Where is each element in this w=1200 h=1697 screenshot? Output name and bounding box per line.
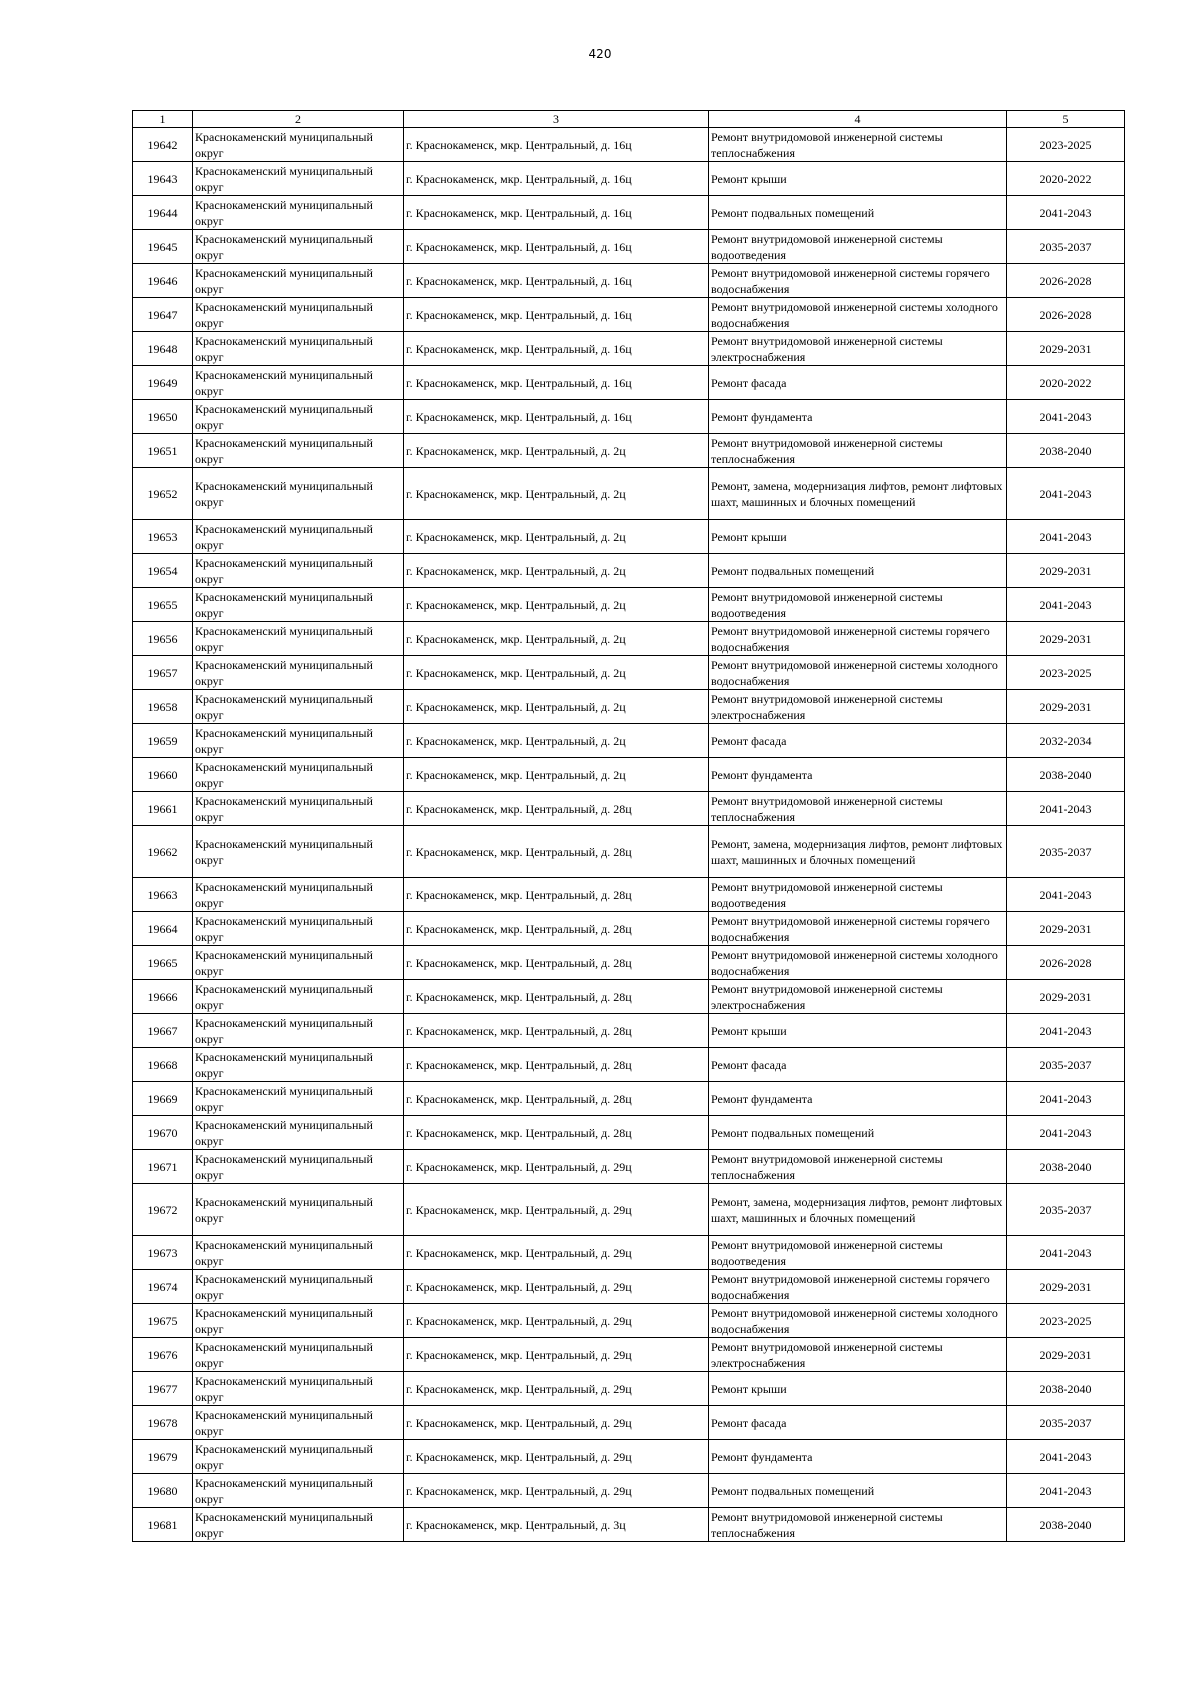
- table-row: [133, 588, 1125, 622]
- table-row: [133, 1474, 1125, 1508]
- address-cell: г. Краснокаменск, мкр. Центральный, д. 28ц: [404, 1014, 709, 1048]
- work-type-cell: Ремонт внутридомовой инженерной системы холодного водоснабжения: [709, 656, 1007, 690]
- district-cell: Краснокаменский муниципальный округ: [193, 1304, 404, 1338]
- address-cell: г. Краснокаменск, мкр. Центральный, д. 28ц: [404, 826, 709, 878]
- work-type-cell: Ремонт подвальных помещений: [709, 554, 1007, 588]
- row-number-cell: 19673: [133, 1236, 193, 1270]
- period-cell: 2029-2031: [1007, 622, 1125, 656]
- table-row: [133, 1440, 1125, 1474]
- district-cell: Краснокаменский муниципальный округ: [193, 400, 404, 434]
- address-cell: г. Краснокаменск, мкр. Центральный, д. 28ц: [404, 980, 709, 1014]
- period-cell: 2026-2028: [1007, 946, 1125, 980]
- work-type-cell: Ремонт фундамента: [709, 1082, 1007, 1116]
- work-type-cell: Ремонт внутридомовой инженерной системы горячего водоснабжения: [709, 912, 1007, 946]
- address-cell: г. Краснокаменск, мкр. Центральный, д. 2ц: [404, 622, 709, 656]
- work-type-cell: Ремонт крыши: [709, 520, 1007, 554]
- work-type-cell: Ремонт внутридомовой инженерной системы горячего водоснабжения: [709, 622, 1007, 656]
- address-cell: г. Краснокаменск, мкр. Центральный, д. 29ц: [404, 1372, 709, 1406]
- column-header: 2: [193, 111, 404, 128]
- row-number-cell: 19657: [133, 656, 193, 690]
- table-row: [133, 434, 1125, 468]
- table-row: [133, 264, 1125, 298]
- address-cell: г. Краснокаменск, мкр. Центральный, д. 29ц: [404, 1338, 709, 1372]
- district-cell: Краснокаменский муниципальный округ: [193, 946, 404, 980]
- period-cell: 2026-2028: [1007, 298, 1125, 332]
- work-type-cell: Ремонт внутридомовой инженерной системы водоотведения: [709, 1236, 1007, 1270]
- work-type-cell: Ремонт фундамента: [709, 400, 1007, 434]
- row-number-cell: 19674: [133, 1270, 193, 1304]
- row-number-cell: 19648: [133, 332, 193, 366]
- row-number-cell: 19660: [133, 758, 193, 792]
- period-cell: 2041-2043: [1007, 878, 1125, 912]
- table-row: [133, 1236, 1125, 1270]
- work-type-cell: Ремонт, замена, модернизация лифтов, ремонт лифтовых шахт, машинных и блочных помещений: [709, 1184, 1007, 1236]
- district-cell: Краснокаменский муниципальный округ: [193, 128, 404, 162]
- period-cell: 2032-2034: [1007, 724, 1125, 758]
- district-cell: Краснокаменский муниципальный округ: [193, 1338, 404, 1372]
- district-cell: Краснокаменский муниципальный округ: [193, 434, 404, 468]
- period-cell: 2041-2043: [1007, 520, 1125, 554]
- address-cell: г. Краснокаменск, мкр. Центральный, д. 2ц: [404, 690, 709, 724]
- address-cell: г. Краснокаменск, мкр. Центральный, д. 16ц: [404, 128, 709, 162]
- district-cell: Краснокаменский муниципальный округ: [193, 622, 404, 656]
- table-row: [133, 298, 1125, 332]
- table-row: [133, 366, 1125, 400]
- period-cell: 2029-2031: [1007, 690, 1125, 724]
- table-row: [133, 196, 1125, 230]
- period-cell: 2029-2031: [1007, 554, 1125, 588]
- work-type-cell: Ремонт крыши: [709, 1372, 1007, 1406]
- period-cell: 2041-2043: [1007, 468, 1125, 520]
- table-row: [133, 946, 1125, 980]
- table-row: [133, 1372, 1125, 1406]
- district-cell: Краснокаменский муниципальный округ: [193, 332, 404, 366]
- row-number-cell: 19676: [133, 1338, 193, 1372]
- district-cell: Краснокаменский муниципальный округ: [193, 1048, 404, 1082]
- table-row: [133, 128, 1125, 162]
- period-cell: 2023-2025: [1007, 1304, 1125, 1338]
- table-row: [133, 1270, 1125, 1304]
- address-cell: г. Краснокаменск, мкр. Центральный, д. 28ц: [404, 792, 709, 826]
- work-type-cell: Ремонт фундамента: [709, 1440, 1007, 1474]
- row-number-cell: 19670: [133, 1116, 193, 1150]
- district-cell: Краснокаменский муниципальный округ: [193, 1508, 404, 1542]
- district-cell: Краснокаменский муниципальный округ: [193, 878, 404, 912]
- work-type-cell: Ремонт фасада: [709, 366, 1007, 400]
- period-cell: 2041-2043: [1007, 792, 1125, 826]
- period-cell: 2041-2043: [1007, 1236, 1125, 1270]
- period-cell: 2029-2031: [1007, 1338, 1125, 1372]
- address-cell: г. Краснокаменск, мкр. Центральный, д. 16ц: [404, 298, 709, 332]
- district-cell: Краснокаменский муниципальный округ: [193, 690, 404, 724]
- district-cell: Краснокаменский муниципальный округ: [193, 1474, 404, 1508]
- address-cell: г. Краснокаменск, мкр. Центральный, д. 16ц: [404, 332, 709, 366]
- district-cell: Краснокаменский муниципальный округ: [193, 656, 404, 690]
- address-cell: г. Краснокаменск, мкр. Центральный, д. 29ц: [404, 1236, 709, 1270]
- district-cell: Краснокаменский муниципальный округ: [193, 724, 404, 758]
- work-type-cell: Ремонт фасада: [709, 1406, 1007, 1440]
- period-cell: 2020-2022: [1007, 162, 1125, 196]
- work-type-cell: Ремонт крыши: [709, 1014, 1007, 1048]
- work-type-cell: Ремонт фасада: [709, 724, 1007, 758]
- row-number-cell: 19642: [133, 128, 193, 162]
- address-cell: г. Краснокаменск, мкр. Центральный, д. 16ц: [404, 400, 709, 434]
- period-cell: 2041-2043: [1007, 1014, 1125, 1048]
- table-row: [133, 468, 1125, 520]
- table-row: [133, 758, 1125, 792]
- district-cell: Краснокаменский муниципальный округ: [193, 1372, 404, 1406]
- period-cell: 2041-2043: [1007, 1082, 1125, 1116]
- row-number-cell: 19645: [133, 230, 193, 264]
- row-number-cell: 19668: [133, 1048, 193, 1082]
- period-cell: 2029-2031: [1007, 980, 1125, 1014]
- row-number-cell: 19653: [133, 520, 193, 554]
- row-number-cell: 19667: [133, 1014, 193, 1048]
- address-cell: г. Краснокаменск, мкр. Центральный, д. 2ц: [404, 554, 709, 588]
- period-cell: 2038-2040: [1007, 1508, 1125, 1542]
- district-cell: Краснокаменский муниципальный округ: [193, 554, 404, 588]
- period-cell: 2038-2040: [1007, 758, 1125, 792]
- page-number: 420: [588, 47, 612, 61]
- work-type-cell: Ремонт внутридомовой инженерной системы теплоснабжения: [709, 128, 1007, 162]
- period-cell: 2020-2022: [1007, 366, 1125, 400]
- period-cell: 2038-2040: [1007, 434, 1125, 468]
- period-cell: 2023-2025: [1007, 656, 1125, 690]
- work-type-cell: Ремонт внутридомовой инженерной системы электроснабжения: [709, 980, 1007, 1014]
- address-cell: г. Краснокаменск, мкр. Центральный, д. 29ц: [404, 1184, 709, 1236]
- row-number-cell: 19652: [133, 468, 193, 520]
- table-row: [133, 1338, 1125, 1372]
- district-cell: Краснокаменский муниципальный округ: [193, 588, 404, 622]
- period-cell: 2029-2031: [1007, 332, 1125, 366]
- table-row: [133, 690, 1125, 724]
- address-cell: г. Краснокаменск, мкр. Центральный, д. 2ц: [404, 758, 709, 792]
- table-row: [133, 912, 1125, 946]
- district-cell: Краснокаменский муниципальный округ: [193, 1116, 404, 1150]
- address-cell: г. Краснокаменск, мкр. Центральный, д. 29ц: [404, 1150, 709, 1184]
- address-cell: г. Краснокаменск, мкр. Центральный, д. 28ц: [404, 1048, 709, 1082]
- work-type-cell: Ремонт крыши: [709, 162, 1007, 196]
- work-type-cell: Ремонт внутридомовой инженерной системы водоотведения: [709, 230, 1007, 264]
- table-header-row: [133, 111, 1125, 128]
- table-row: [133, 162, 1125, 196]
- period-cell: 2041-2043: [1007, 1116, 1125, 1150]
- address-cell: г. Краснокаменск, мкр. Центральный, д. 16ц: [404, 230, 709, 264]
- period-cell: 2023-2025: [1007, 128, 1125, 162]
- address-cell: г. Краснокаменск, мкр. Центральный, д. 3ц: [404, 1508, 709, 1542]
- table-row: [133, 792, 1125, 826]
- period-cell: 2026-2028: [1007, 264, 1125, 298]
- work-type-cell: Ремонт подвальных помещений: [709, 196, 1007, 230]
- registry-table: [132, 110, 1125, 1542]
- table-body: [133, 128, 1125, 1542]
- table-row: [133, 520, 1125, 554]
- district-cell: Краснокаменский муниципальный округ: [193, 230, 404, 264]
- row-number-cell: 19679: [133, 1440, 193, 1474]
- row-number-cell: 19647: [133, 298, 193, 332]
- row-number-cell: 19658: [133, 690, 193, 724]
- row-number-cell: 19649: [133, 366, 193, 400]
- work-type-cell: Ремонт фундамента: [709, 758, 1007, 792]
- row-number-cell: 19650: [133, 400, 193, 434]
- work-type-cell: Ремонт внутридомовой инженерной системы электроснабжения: [709, 690, 1007, 724]
- table-row: [133, 1014, 1125, 1048]
- work-type-cell: Ремонт внутридомовой инженерной системы теплоснабжения: [709, 792, 1007, 826]
- district-cell: Краснокаменский муниципальный округ: [193, 1150, 404, 1184]
- period-cell: 2029-2031: [1007, 1270, 1125, 1304]
- period-cell: 2035-2037: [1007, 1048, 1125, 1082]
- district-cell: Краснокаменский муниципальный округ: [193, 1184, 404, 1236]
- row-number-cell: 19681: [133, 1508, 193, 1542]
- district-cell: Краснокаменский муниципальный округ: [193, 758, 404, 792]
- table-row: [133, 1406, 1125, 1440]
- work-type-cell: Ремонт внутридомовой инженерной системы холодного водоснабжения: [709, 946, 1007, 980]
- table-row: [133, 1150, 1125, 1184]
- address-cell: г. Краснокаменск, мкр. Центральный, д. 16ц: [404, 366, 709, 400]
- row-number-cell: 19677: [133, 1372, 193, 1406]
- address-cell: г. Краснокаменск, мкр. Центральный, д. 16ц: [404, 162, 709, 196]
- address-cell: г. Краснокаменск, мкр. Центральный, д. 2ц: [404, 520, 709, 554]
- work-type-cell: Ремонт внутридомовой инженерной системы холодного водоснабжения: [709, 1304, 1007, 1338]
- district-cell: Краснокаменский муниципальный округ: [193, 1082, 404, 1116]
- period-cell: 2035-2037: [1007, 826, 1125, 878]
- column-header: 3: [404, 111, 709, 128]
- district-cell: Краснокаменский муниципальный округ: [193, 1270, 404, 1304]
- district-cell: Краснокаменский муниципальный округ: [193, 1440, 404, 1474]
- address-cell: г. Краснокаменск, мкр. Центральный, д. 2ц: [404, 656, 709, 690]
- district-cell: Краснокаменский муниципальный округ: [193, 1406, 404, 1440]
- row-number-cell: 19662: [133, 826, 193, 878]
- work-type-cell: Ремонт внутридомовой инженерной системы холодного водоснабжения: [709, 298, 1007, 332]
- row-number-cell: 19678: [133, 1406, 193, 1440]
- address-cell: г. Краснокаменск, мкр. Центральный, д. 2ц: [404, 468, 709, 520]
- work-type-cell: Ремонт, замена, модернизация лифтов, ремонт лифтовых шахт, машинных и блочных помещений: [709, 826, 1007, 878]
- work-type-cell: Ремонт подвальных помещений: [709, 1116, 1007, 1150]
- row-number-cell: 19656: [133, 622, 193, 656]
- period-cell: 2038-2040: [1007, 1150, 1125, 1184]
- table-row: [133, 1082, 1125, 1116]
- table-row: [133, 554, 1125, 588]
- row-number-cell: 19661: [133, 792, 193, 826]
- period-cell: 2041-2043: [1007, 400, 1125, 434]
- work-type-cell: Ремонт фасада: [709, 1048, 1007, 1082]
- table-row: [133, 1048, 1125, 1082]
- period-cell: 2035-2037: [1007, 1184, 1125, 1236]
- address-cell: г. Краснокаменск, мкр. Центральный, д. 28ц: [404, 946, 709, 980]
- address-cell: г. Краснокаменск, мкр. Центральный, д. 2ц: [404, 724, 709, 758]
- work-type-cell: Ремонт внутридомовой инженерной системы водоотведения: [709, 588, 1007, 622]
- district-cell: Краснокаменский муниципальный округ: [193, 162, 404, 196]
- row-number-cell: 19654: [133, 554, 193, 588]
- district-cell: Краснокаменский муниципальный округ: [193, 792, 404, 826]
- row-number-cell: 19666: [133, 980, 193, 1014]
- district-cell: Краснокаменский муниципальный округ: [193, 366, 404, 400]
- period-cell: 2029-2031: [1007, 912, 1125, 946]
- district-cell: Краснокаменский муниципальный округ: [193, 520, 404, 554]
- address-cell: г. Краснокаменск, мкр. Центральный, д. 29ц: [404, 1474, 709, 1508]
- row-number-cell: 19675: [133, 1304, 193, 1338]
- period-cell: 2035-2037: [1007, 230, 1125, 264]
- district-cell: Краснокаменский муниципальный округ: [193, 1014, 404, 1048]
- work-type-cell: Ремонт подвальных помещений: [709, 1474, 1007, 1508]
- work-type-cell: Ремонт внутридомовой инженерной системы теплоснабжения: [709, 1508, 1007, 1542]
- work-type-cell: Ремонт внутридомовой инженерной системы теплоснабжения: [709, 434, 1007, 468]
- address-cell: г. Краснокаменск, мкр. Центральный, д. 28ц: [404, 878, 709, 912]
- table-row: [133, 656, 1125, 690]
- address-cell: г. Краснокаменск, мкр. Центральный, д. 16ц: [404, 264, 709, 298]
- district-cell: Краснокаменский муниципальный округ: [193, 264, 404, 298]
- address-cell: г. Краснокаменск, мкр. Центральный, д. 29ц: [404, 1304, 709, 1338]
- column-header: 4: [709, 111, 1007, 128]
- row-number-cell: 19659: [133, 724, 193, 758]
- district-cell: Краснокаменский муниципальный округ: [193, 196, 404, 230]
- table-row: [133, 980, 1125, 1014]
- table-row: [133, 1184, 1125, 1236]
- address-cell: г. Краснокаменск, мкр. Центральный, д. 28ц: [404, 912, 709, 946]
- work-type-cell: Ремонт внутридомовой инженерной системы горячего водоснабжения: [709, 264, 1007, 298]
- period-cell: 2041-2043: [1007, 1440, 1125, 1474]
- period-cell: 2038-2040: [1007, 1372, 1125, 1406]
- table-row: [133, 878, 1125, 912]
- row-number-cell: 19671: [133, 1150, 193, 1184]
- work-type-cell: Ремонт внутридомовой инженерной системы электроснабжения: [709, 332, 1007, 366]
- district-cell: Краснокаменский муниципальный округ: [193, 980, 404, 1014]
- row-number-cell: 19680: [133, 1474, 193, 1508]
- table-row: [133, 622, 1125, 656]
- work-type-cell: Ремонт внутридомовой инженерной системы водоотведения: [709, 878, 1007, 912]
- table-row: [133, 400, 1125, 434]
- work-type-cell: Ремонт, замена, модернизация лифтов, ремонт лифтовых шахт, машинных и блочных помещений: [709, 468, 1007, 520]
- table-row: [133, 1116, 1125, 1150]
- row-number-cell: 19651: [133, 434, 193, 468]
- address-cell: г. Краснокаменск, мкр. Центральный, д. 29ц: [404, 1440, 709, 1474]
- row-number-cell: 19655: [133, 588, 193, 622]
- table-row: [133, 332, 1125, 366]
- address-cell: г. Краснокаменск, мкр. Центральный, д. 2ц: [404, 588, 709, 622]
- table-row: [133, 230, 1125, 264]
- address-cell: г. Краснокаменск, мкр. Центральный, д. 29ц: [404, 1406, 709, 1440]
- row-number-cell: 19664: [133, 912, 193, 946]
- column-header: 5: [1007, 111, 1125, 128]
- period-cell: 2035-2037: [1007, 1406, 1125, 1440]
- row-number-cell: 19646: [133, 264, 193, 298]
- column-header: 1: [133, 111, 193, 128]
- address-cell: г. Краснокаменск, мкр. Центральный, д. 29ц: [404, 1270, 709, 1304]
- address-cell: г. Краснокаменск, мкр. Центральный, д. 28ц: [404, 1116, 709, 1150]
- district-cell: Краснокаменский муниципальный округ: [193, 826, 404, 878]
- district-cell: Краснокаменский муниципальный округ: [193, 1236, 404, 1270]
- district-cell: Краснокаменский муниципальный округ: [193, 912, 404, 946]
- table-row: [133, 1304, 1125, 1338]
- row-number-cell: 19669: [133, 1082, 193, 1116]
- district-cell: Краснокаменский муниципальный округ: [193, 468, 404, 520]
- period-cell: 2041-2043: [1007, 588, 1125, 622]
- address-cell: г. Краснокаменск, мкр. Центральный, д. 16ц: [404, 196, 709, 230]
- table-row: [133, 1508, 1125, 1542]
- period-cell: 2041-2043: [1007, 196, 1125, 230]
- work-type-cell: Ремонт внутридомовой инженерной системы теплоснабжения: [709, 1150, 1007, 1184]
- row-number-cell: 19672: [133, 1184, 193, 1236]
- table-row: [133, 826, 1125, 878]
- row-number-cell: 19644: [133, 196, 193, 230]
- table-row: [133, 724, 1125, 758]
- district-cell: Краснокаменский муниципальный округ: [193, 298, 404, 332]
- address-cell: г. Краснокаменск, мкр. Центральный, д. 2ц: [404, 434, 709, 468]
- row-number-cell: 19665: [133, 946, 193, 980]
- work-type-cell: Ремонт внутридомовой инженерной системы горячего водоснабжения: [709, 1270, 1007, 1304]
- row-number-cell: 19643: [133, 162, 193, 196]
- work-type-cell: Ремонт внутридомовой инженерной системы электроснабжения: [709, 1338, 1007, 1372]
- row-number-cell: 19663: [133, 878, 193, 912]
- address-cell: г. Краснокаменск, мкр. Центральный, д. 28ц: [404, 1082, 709, 1116]
- period-cell: 2041-2043: [1007, 1474, 1125, 1508]
